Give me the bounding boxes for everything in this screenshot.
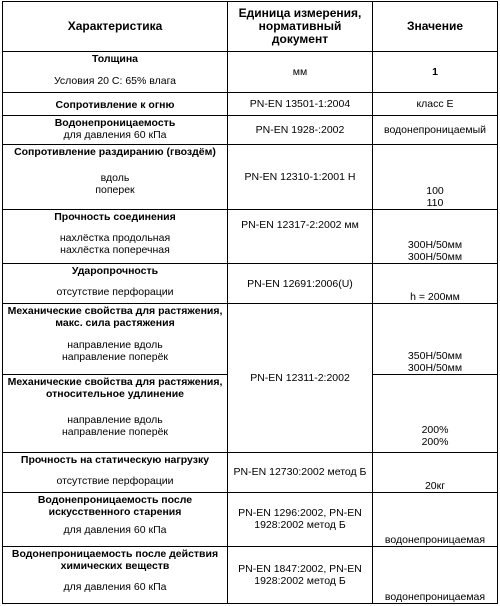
chemical-characteristic xyxy=(3,546,228,603)
tear-value-across: 110 xyxy=(426,197,444,210)
thickness-unit: мм xyxy=(228,52,373,93)
joint-characteristic xyxy=(3,210,228,264)
fire-characteristic xyxy=(3,93,228,116)
chemical-value: водонепроницаемая xyxy=(373,546,498,603)
elongation-title: Механические свойства для растяжения, относительное удлинение xyxy=(7,375,223,400)
joint-values xyxy=(373,210,498,264)
header-unit-document: Единица измерения, нормативный документ xyxy=(228,2,373,52)
water-title: Водонепроницаемость xyxy=(54,117,176,130)
static-characteristic xyxy=(3,452,228,492)
static-document: PN-EN 12730:2002 метод Б xyxy=(228,452,373,492)
row-tensile-force xyxy=(3,304,498,374)
static-title: Прочность на статическую нагрузку xyxy=(20,453,210,466)
impact-title: Ударопрочность xyxy=(71,265,159,278)
tensile-force-values xyxy=(373,304,498,374)
water-value: водонепроницаемый xyxy=(373,116,498,145)
impact-condition: отсутствие перфорации xyxy=(56,286,174,299)
header-characteristic: Характеристика xyxy=(3,2,228,52)
header-row xyxy=(3,2,498,52)
chemical-title: Водонепроницаемость после действия химических веществ xyxy=(11,547,219,572)
thickness-value: 1 xyxy=(373,52,498,93)
tear-across: поперек xyxy=(95,184,135,197)
elongation-value-across: 200% xyxy=(421,435,449,448)
tear-values xyxy=(373,145,498,210)
water-document: PN-EN 1928-:2002 xyxy=(228,116,373,145)
chemical-condition: для давления 60 кПа xyxy=(63,580,167,593)
tear-document: PN-EN 12310-1:2001 Н xyxy=(228,145,373,210)
row-joint xyxy=(3,210,498,264)
header-value: Значение xyxy=(373,2,498,52)
impact-value: h = 200мм xyxy=(373,264,498,304)
thickness-characteristic xyxy=(3,52,228,93)
water-condition: для давления 60 кПа xyxy=(63,129,167,142)
aging-condition: для давления 60 кПа xyxy=(63,523,167,536)
joint-transverse: нахлёстка поперечная xyxy=(60,244,170,257)
tensile-force-across: направление поперёк xyxy=(61,351,169,364)
joint-longitudinal: нахлёстка продольная xyxy=(59,232,171,245)
chemical-document: PN-EN 1847:2002, PN-EN 1928:2002 метод Б xyxy=(228,546,373,603)
static-value: 20кг xyxy=(373,452,498,492)
row-static xyxy=(3,452,498,492)
aging-value: водонепроницаемая xyxy=(373,492,498,546)
row-chemical xyxy=(3,546,498,603)
tensile-force-value-along: 350Н/50мм xyxy=(407,349,463,362)
row-aging xyxy=(3,492,498,546)
thickness-title: Толщина xyxy=(91,53,139,66)
aging-characteristic xyxy=(3,492,228,546)
tensile-force-characteristic xyxy=(3,304,228,374)
row-water xyxy=(3,116,498,145)
static-condition: отсутствие перфорации xyxy=(56,474,174,487)
water-characteristic xyxy=(3,116,228,145)
joint-title: Прочность соединения xyxy=(54,211,176,224)
elongation-values xyxy=(373,374,498,452)
fire-document: PN-EN 13501-1:2004 xyxy=(228,93,373,116)
tensile-force-value-across: 300Н/50мм xyxy=(407,361,463,374)
joint-value-transverse: 300Н/50мм xyxy=(407,251,463,264)
impact-characteristic xyxy=(3,264,228,304)
row-tear xyxy=(3,145,498,210)
elongation-characteristic xyxy=(3,374,228,452)
row-impact xyxy=(3,264,498,304)
tensile-document: PN-EN 12311-2:2002 xyxy=(228,304,373,452)
aging-document: PN-EN 1296:2002, PN-EN 1928:2002 метод Б xyxy=(228,492,373,546)
tear-title: Сопротивление раздиранию (гвоздём) xyxy=(14,146,216,159)
row-fire xyxy=(3,93,498,116)
joint-value-longitudinal: 300Н/50мм xyxy=(407,239,463,252)
joint-document: PN-EN 12317-2:2002 мм xyxy=(228,210,373,264)
elongation-along: направление вдоль xyxy=(67,413,163,426)
tear-characteristic xyxy=(3,145,228,210)
tear-value-along: 100 xyxy=(426,185,444,198)
spec-table xyxy=(2,1,498,604)
impact-document: PN-EN 12691:2006(U) xyxy=(228,264,373,304)
fire-title: Сопротивление к огню xyxy=(55,98,175,111)
aging-title: Водонепроницаемость после искусственного старения xyxy=(37,493,193,518)
tear-along: вдоль xyxy=(100,172,130,185)
thickness-condition: Условия 20 С: 65% влага xyxy=(53,75,177,88)
elongation-across: направление поперёк xyxy=(61,425,169,438)
tensile-force-title: Механические свойства для растяжения, макс. сила растяжения xyxy=(7,305,223,330)
fire-value: класс Е xyxy=(373,93,498,116)
row-thickness xyxy=(3,52,498,93)
tensile-force-along: направление вдоль xyxy=(67,339,163,352)
elongation-value-along: 200% xyxy=(421,423,449,436)
